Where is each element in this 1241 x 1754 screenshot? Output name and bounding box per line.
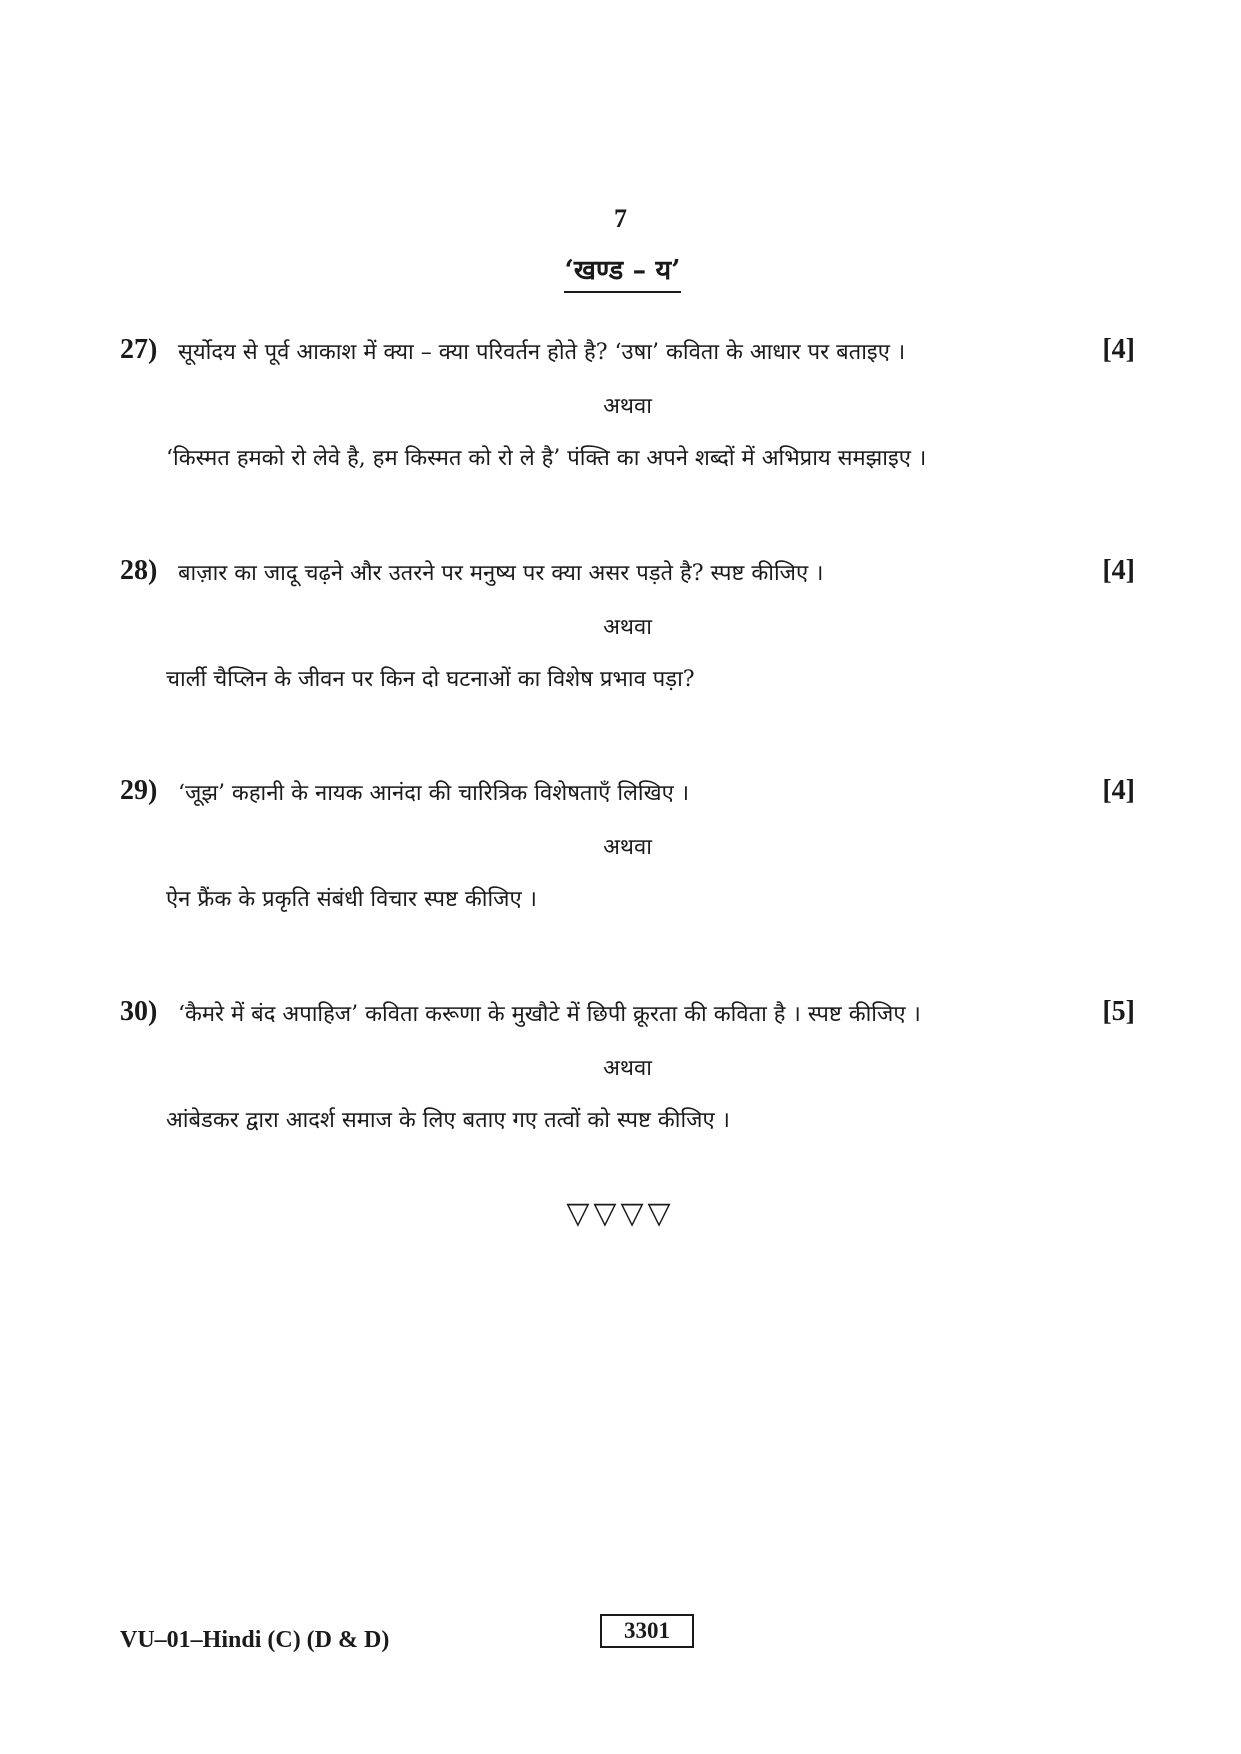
or-label: अथवा (603, 394, 652, 419)
alternate-question-text: चार्ली चैप्लिन के जीवन पर किन दो घटनाओं का विशेष प्रभाव पड़ा? (166, 667, 695, 692)
paper-code: VU–01–Hindi (C) (D & D) (120, 1627, 390, 1653)
question-text: बाज़ार का जादू चढ़ने और उतरने पर मनुष्य पर क्या असर पड़ते है? स्पष्ट कीजिए । (178, 561, 824, 586)
page-number: 7 (614, 204, 627, 233)
question-number: 29) (120, 775, 158, 806)
question-marks: [5] (1102, 996, 1135, 1027)
alternate-question-text: ऐन फ्रैंक के प्रकृति संबंधी विचार स्पष्ट कीजिए । (166, 887, 538, 912)
question-text: ‘कैमरे में बंद अपाहिज’ कविता करूणा के मुखौटे में छिपी क्रूरता की कविता है । स्पष्ट कीजिए । (178, 1002, 921, 1027)
question-text: ‘जूझ’ कहानी के नायक आनंदा की चारित्रिक विशेषताएँ लिखिए । (178, 781, 690, 806)
question-number: 30) (120, 996, 158, 1027)
question-number: 28) (120, 555, 158, 586)
question-number: 27) (120, 334, 158, 365)
end-of-paper-marker: ▽▽▽▽ (566, 1196, 675, 1231)
question-marks: [4] (1102, 775, 1135, 806)
section-title-text: ‘खण्ड – य’ (564, 250, 680, 293)
alternate-question-text: आंबेडकर द्वारा आदर्श समाज के लिए बताए गए तत्वों को स्पष्ट कीजिए । (166, 1108, 730, 1133)
question-text: सूर्योदय से पूर्व आकाश में क्या – क्या परिवर्तन होते है? ‘उषा’ कविता के आधार पर बताइए । (178, 340, 906, 365)
question-30 (120, 996, 1135, 1156)
question-29 (120, 775, 1135, 935)
question-marks: [4] (1102, 555, 1135, 586)
section-title (0, 250, 1241, 293)
alternate-question-text: ‘किस्मत हमको रो लेवे है, हम किस्मत को रो ले है’ पंक्ति का अपने शब्दों में अभिप्राय समझाइए । (166, 446, 927, 471)
paper-number-box: 3301 (600, 1614, 694, 1648)
or-label: अथवा (603, 615, 652, 640)
or-label: अथवा (603, 1056, 652, 1081)
question-marks: [4] (1102, 334, 1135, 365)
or-label: अथवा (603, 835, 652, 860)
question-27 (120, 334, 1135, 494)
question-28 (120, 555, 1135, 715)
